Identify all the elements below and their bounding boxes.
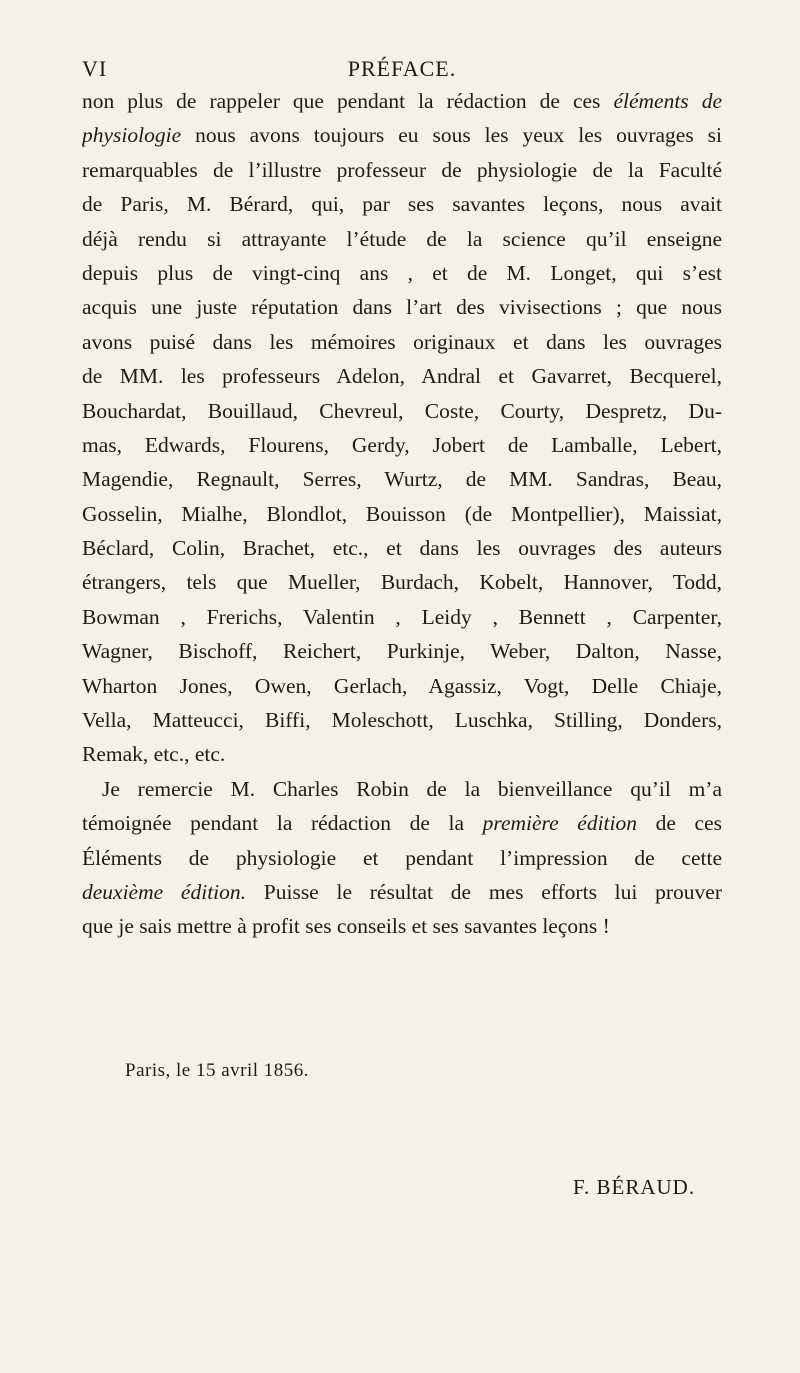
text-line xyxy=(82,806,722,840)
text-line xyxy=(82,325,722,359)
text-line xyxy=(82,256,722,290)
text-line xyxy=(82,634,722,668)
text-line xyxy=(82,428,722,462)
text-line xyxy=(82,497,722,531)
signature: F. BÉRAUD. xyxy=(573,1175,696,1199)
text-run: de Paris, M. Bérard, qui, par ses savantes leçons, nous avait xyxy=(82,192,722,217)
preface-body xyxy=(82,84,722,944)
text-run: Bouchardat, Bouillaud, Chevreul, Coste, Courty, Despretz, Du- xyxy=(82,398,722,423)
text-run: nous avons toujours eu sous les yeux les ouvrages si xyxy=(181,123,722,148)
text-run: Wharton Jones, Owen, Gerlach, Agassiz, Vogt, Delle Chiaje, xyxy=(82,673,722,698)
text-run: Wagner, Bischoff, Reichert, Purkinje, Weber, Dalton, Nasse, xyxy=(82,639,722,664)
text-run: Bowman , Frerichs, Valentin , Leidy , Bennett , Carpenter, xyxy=(82,604,722,629)
text-run: déjà rendu si attrayante l’étude de la science qu’il enseigne xyxy=(82,226,722,251)
text-line xyxy=(82,875,722,909)
text-line xyxy=(82,909,722,943)
text-line xyxy=(82,187,722,221)
dateline: Paris, le 15 avril 1856. xyxy=(125,1060,310,1081)
page-number: VI xyxy=(82,56,108,81)
text-line xyxy=(82,841,722,875)
text-run: Je remercie M. Charles Robin de la bienveillance qu’il m’a xyxy=(102,776,722,801)
text-line xyxy=(82,394,722,428)
text-line xyxy=(82,531,722,565)
text-line xyxy=(82,565,722,599)
running-title: PRÉFACE. xyxy=(347,56,457,81)
text-run: depuis plus de vingt-cinq ans , et de M. Longet, qui s’est xyxy=(82,260,722,285)
italic-text: éléments de xyxy=(613,89,722,113)
text-run: acquis une juste réputation dans l’art des vivisections ; que nous xyxy=(82,295,722,320)
text-run: Puisse le résultat de mes efforts lui prouver xyxy=(246,879,722,904)
text-run: témoignée pendant la rédaction de la xyxy=(82,811,483,836)
text-run: que je sais mettre à profit ses conseils et ses savantes leçons ! xyxy=(82,914,610,939)
text-run: Éléments de physiologie et pendant l’impression de cette xyxy=(82,845,722,870)
text-line xyxy=(82,118,722,152)
text-line xyxy=(82,462,722,496)
text-line xyxy=(82,737,722,771)
text-line xyxy=(82,772,722,806)
text-line xyxy=(82,153,722,187)
running-head xyxy=(82,56,722,86)
text-line xyxy=(82,703,722,737)
text-line xyxy=(82,290,722,324)
italic-text: deuxième édition. xyxy=(82,879,247,904)
text-run: Magendie, Regnault, Serres, Wurtz, de MM. Sandras, Beau, xyxy=(82,467,722,492)
text-run: mas, Edwards, Flourens, Gerdy, Jobert de Lamballe, Lebert, xyxy=(82,432,722,457)
text-run: Vella, Matteucci, Biffi, Moleschott, Luschka, Stilling, Donders, xyxy=(82,708,722,733)
text-run: Gosselin, Mialhe, Blondlot, Bouisson (de Montpellier), Maissiat, xyxy=(82,501,722,526)
text-run: non plus de rappeler que pendant la rédaction de ces xyxy=(82,89,614,113)
text-line xyxy=(82,84,722,118)
text-run: Béclard, Colin, Brachet, etc., et dans les ouvrages des auteurs xyxy=(82,536,722,561)
text-line xyxy=(82,359,722,393)
text-line xyxy=(82,669,722,703)
text-line xyxy=(82,600,722,634)
italic-text: physiologie xyxy=(82,123,182,148)
text-run: de MM. les professeurs Adelon, Andral et Gavarret, Becquerel, xyxy=(82,364,722,389)
text-run: avons puisé dans les mémoires originaux et dans les ouvrages xyxy=(82,329,722,354)
text-run: de ces xyxy=(637,811,722,836)
text-run: étrangers, tels que Mueller, Burdach, Kobelt, Hannover, Todd, xyxy=(82,570,722,595)
text-run: Remak, etc., etc. xyxy=(82,742,226,767)
italic-text: première édition xyxy=(482,811,638,836)
text-run: remarquables de l’illustre professeur de physiologie de la Faculté xyxy=(82,157,722,182)
text-line xyxy=(82,222,722,256)
